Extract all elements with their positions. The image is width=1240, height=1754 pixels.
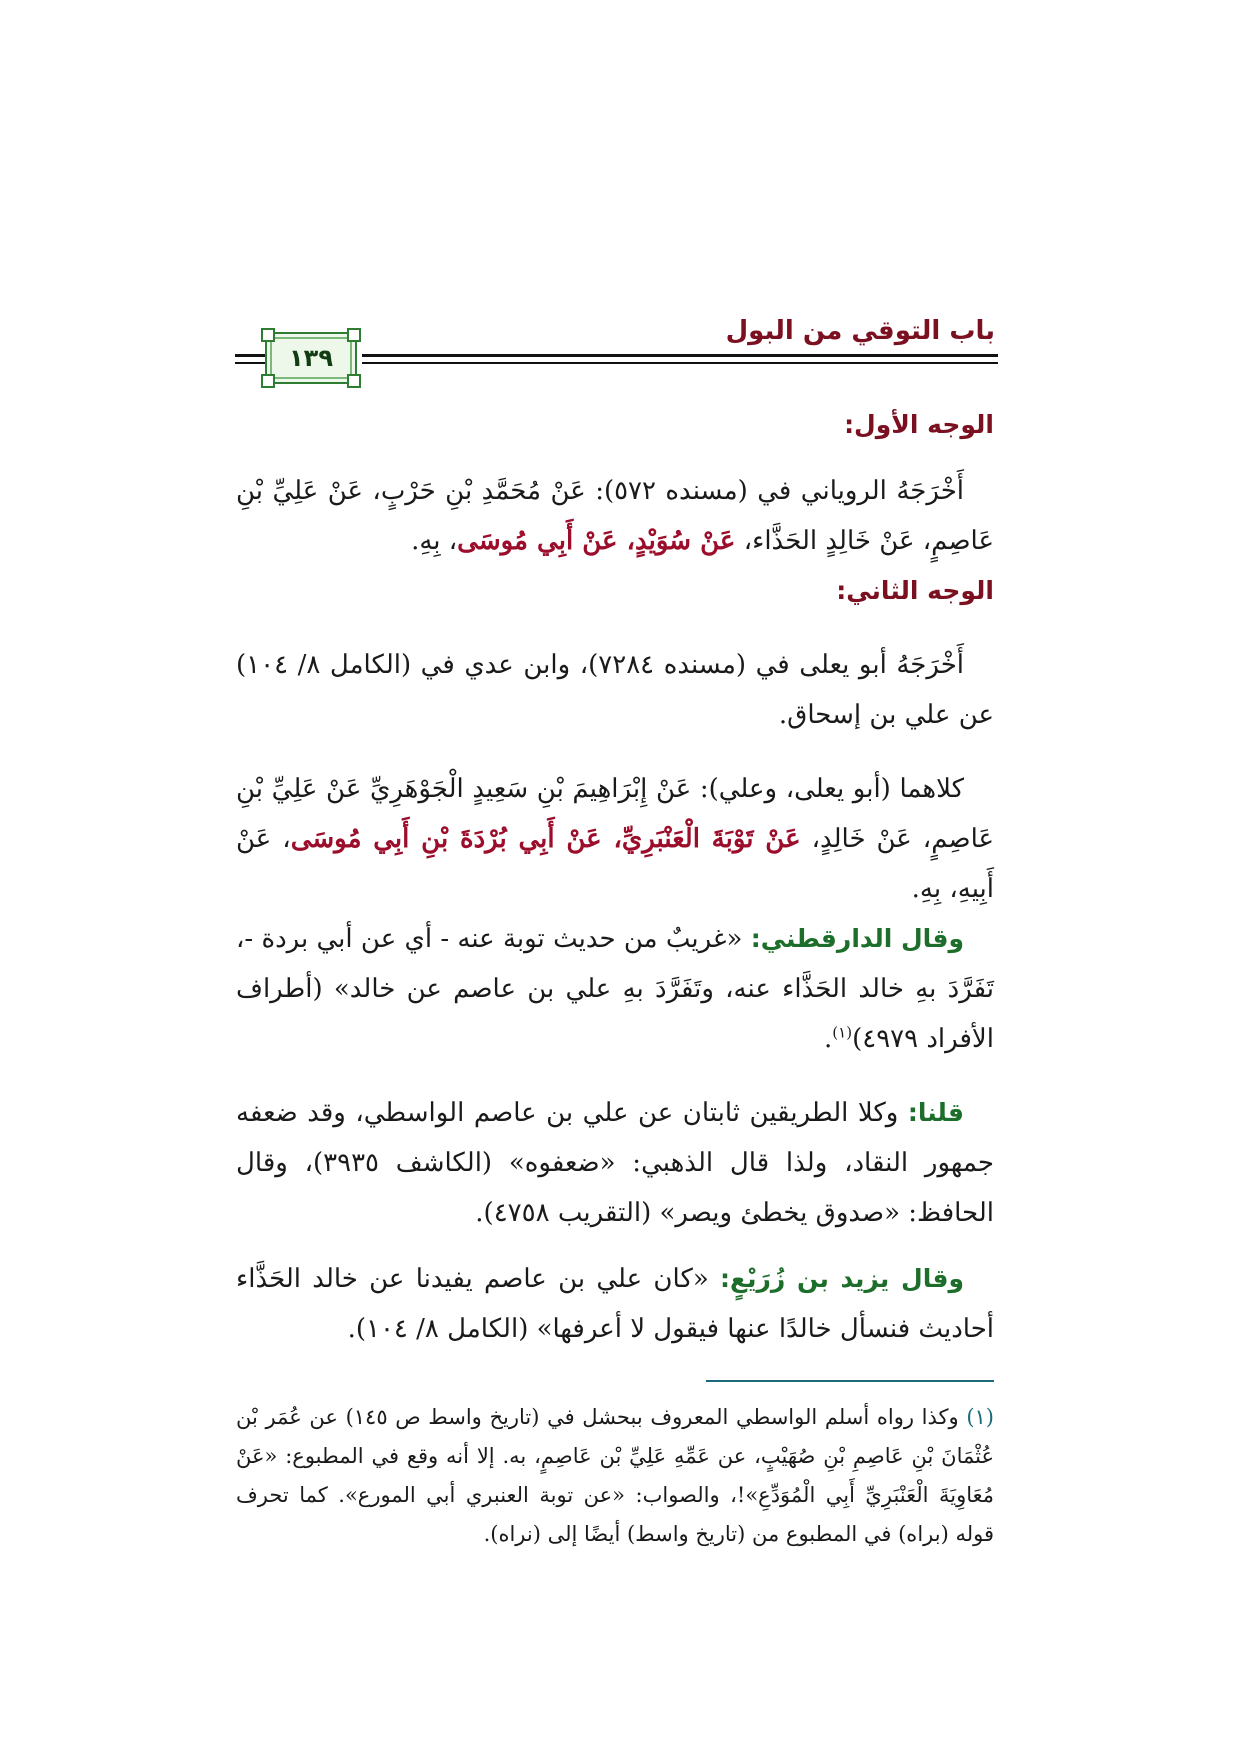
page-number-frame <box>265 332 357 384</box>
section-heading-second: الوجه الثاني: <box>836 576 994 605</box>
text-run: . <box>824 1024 833 1054</box>
footnote-reference[interactable]: (١) <box>832 1023 853 1042</box>
paragraph-qulna <box>236 1088 994 1238</box>
text-run: أَخْرَجَهُ الروياني في (مسنده ٥٧٢): عَنْ مُحَمَّدِ بْنِ حَرْبٍ، عَنْ عَلِيِّ بْنِ عَاصِمٍ، عَنْ خَالِدٍ الحَذَّاء، <box>236 476 994 556</box>
ornament-corner <box>261 374 275 388</box>
text-run: وكلا الطريقين ثابتان عن علي بن عاصم الواسطي، وقد ضعفه جمهور النقاد، ولذا قال الذهبي: «ضعفوه» (الكاشف ٣٩٣٥)، وقال الحافظ: «صدوق يخطئ ويصر» (التقريب ٤٧٥٨). <box>236 1098 994 1228</box>
page-number: ١٣٩ <box>289 344 333 372</box>
highlighted-chain: عَنْ سُوَيْدٍ، عَنْ أَبِي مُوسَى <box>457 526 736 556</box>
main-text <box>236 400 994 1354</box>
paragraph-second-narration: أَخْرَجَهُ أبو يعلى في (مسنده ٧٢٨٤)، وابن عدي في (الكامل ٨/ ١٠٤) عن علي بن إسحاق. <box>236 650 994 730</box>
footnote-mark: (١) <box>966 1405 994 1429</box>
text-run: كلاهما (أبو يعلى، وعلي): عَنْ إِبْرَاهِيمَ بْنِ سَعِيدٍ الْجَوْهَرِيِّ عَنْ عَلِيِّ بْنِ عَاصِمٍ، عَنْ خَالِدٍ، <box>236 774 995 854</box>
paragraph-both-narrations <box>236 764 994 914</box>
highlighted-chain: عَنْ تَوْبَةَ الْعَنْبَرِيِّ، عَنْ أَبِي بُرْدَةَ بْنِ أَبِي مُوسَى <box>290 824 801 854</box>
text-run: ، بِهِ. <box>411 526 458 556</box>
paragraph-yazid <box>236 1254 994 1354</box>
running-title: باب التوقي من البول <box>725 316 995 346</box>
header-rule-thin <box>362 362 998 364</box>
footnote-1 <box>236 1398 994 1554</box>
text-run: «غريبٌ من حديث توبة عنه - أي عن أبي بردة -، تَفَرَّدَ بهِ خالد الحَذَّاء عنه، وتَفَرَّدَ بهِ علي بن عاصم عن خالد» (أطراف الأفراد ٤٩٧٩) <box>236 924 994 1054</box>
footnote-text: وكذا رواه أسلم الواسطي المعروف ببحشل في (تاريخ واسط ص ١٤٥) عن عُمَر بْن عُثْمَانَ بْنِ عَاصِمِ بْنِ صُهَيْبٍ، عن عَمِّهِ عَلِيِّ بْن عَاصِمٍ، به. إلا أنه وقع في المطبوع: «عَنْ مُعَاوِيَةَ الْعَنْبَرِيِّ أَبِي الْمُوَدِّعِ»!، والصواب: «عن توبة العنبري أبي المورع». كما تحرف قوله (براه) في المطبوع من (تاريخ واسط) أيضًا إلى (نراه). <box>236 1405 994 1546</box>
footnote-separator <box>706 1380 994 1382</box>
speaker-label: وقال يزيد بن زُرَيْعٍ: <box>720 1264 964 1293</box>
ornament-corner <box>347 328 361 342</box>
section-heading-first: الوجه الأول: <box>844 410 994 439</box>
header-rule-left-thin <box>235 362 265 364</box>
paragraph-daraqutni <box>236 914 994 1064</box>
footnotes <box>236 1398 994 1554</box>
speaker-label: وقال الدارقطني: <box>750 924 964 953</box>
text-run: «كان علي بن عاصم يفيدنا عن خالد الحَذَّاء أحاديث فنسأل خالدًا عنها فيقول لا أعرفها» (الكامل ٨/ ١٠٤). <box>236 1264 994 1344</box>
header-rule-left <box>235 354 265 357</box>
paragraph-first-narration <box>236 466 994 566</box>
header-rule <box>362 354 998 357</box>
ornament-corner <box>261 328 275 342</box>
speaker-label: قلنا: <box>907 1098 964 1127</box>
text-run: ، عَنْ أَبِيهِ، بِهِ. <box>236 824 994 904</box>
ornament-corner <box>347 374 361 388</box>
